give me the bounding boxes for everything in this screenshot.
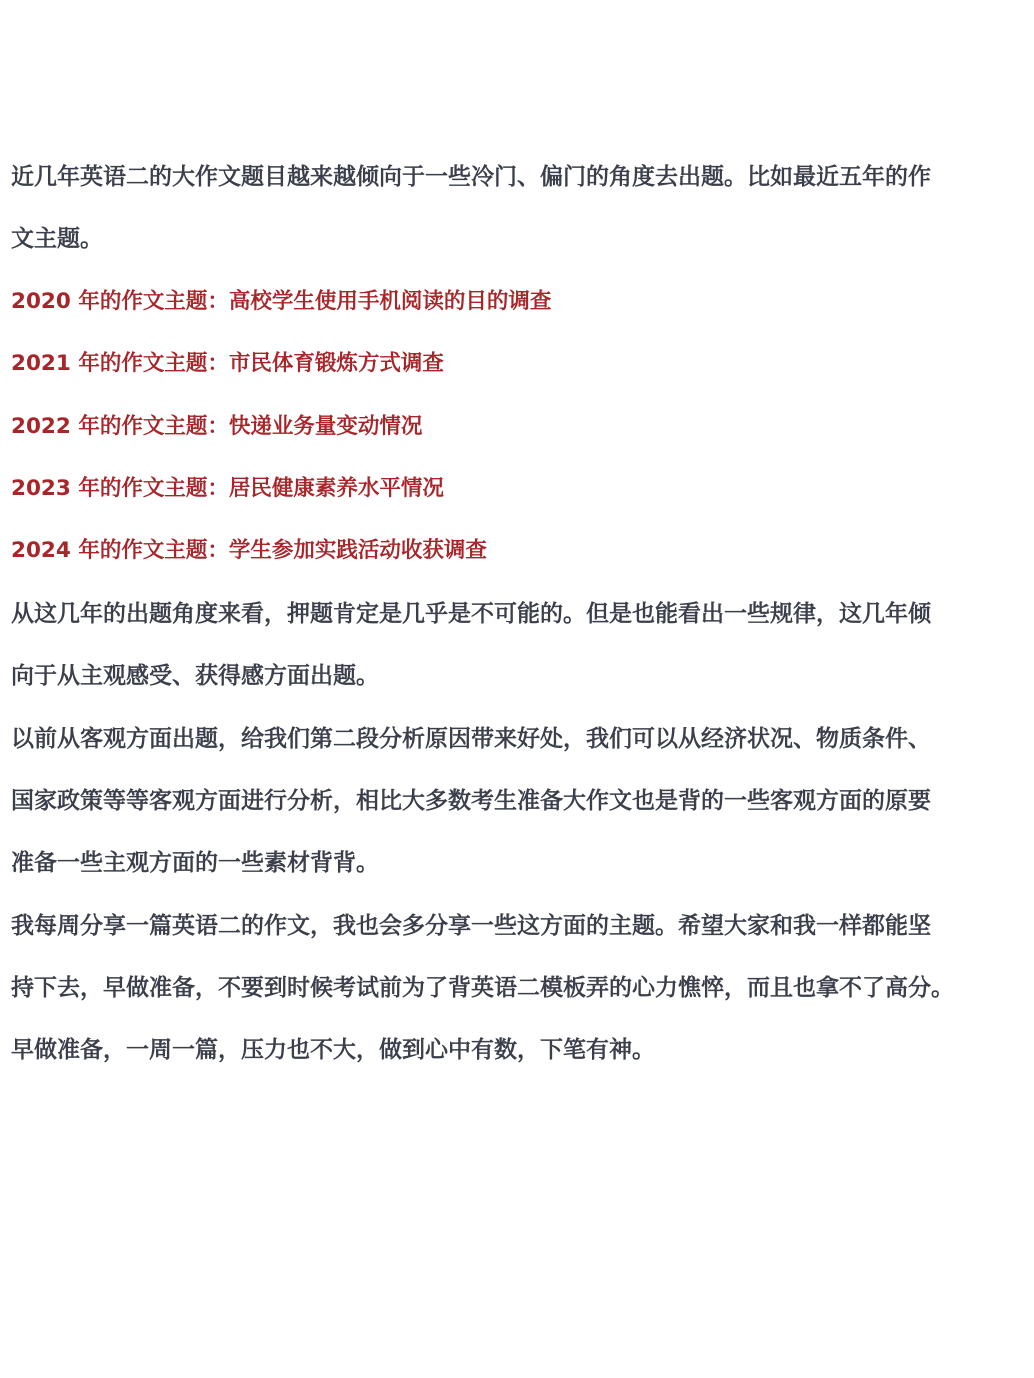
paragraph-3-line-1: 以前从客观方面出题，给我们第二段分析原因带来好处，我们可以从经济状况、物质条件、 bbox=[11, 725, 931, 752]
paragraph-4-line-2: 持下去，早做准备，不要到时候考试前为了背英语二模板弄的心力憔悴，而且也拿不了高分。 bbox=[11, 975, 954, 1002]
paragraph-4-line-1: 我每周分享一篇英语二的作文，我也会多分享一些这方面的主题。希望大家和我一样都能坚 bbox=[11, 912, 931, 939]
intro-line-2: 文主题。 bbox=[11, 226, 103, 253]
paragraph-2-line-2: 向于从主观感受、获得感方面出题。 bbox=[11, 663, 379, 690]
paragraph-4-line-3: 早做准备，一周一篇，压力也不大，做到心中有数，下笔有神。 bbox=[11, 1037, 655, 1064]
topic-2022: 2022 年的作文主题：快递业务量变动情况 bbox=[11, 413, 423, 439]
topic-2020: 2020 年的作文主题：高校学生使用手机阅读的目的调查 bbox=[11, 288, 552, 314]
paragraph-3-line-3: 准备一些主观方面的一些素材背背。 bbox=[11, 850, 379, 877]
topic-2023: 2023 年的作文主题：居民健康素养水平情况 bbox=[11, 475, 444, 501]
intro-line-1: 近几年英语二的大作文题目越来越倾向于一些冷门、偏门的角度去出题。比如最近五年的作 bbox=[11, 164, 931, 190]
document-body bbox=[11, 146, 1011, 1082]
paragraph-2-line-1: 从这几年的出题角度来看，押题肯定是几乎是不可能的。但是也能看出一些规律，这几年倾 bbox=[11, 600, 931, 627]
paragraph-3-line-2: 国家政策等等客观方面进行分析，相比大多数考生准备大作文也是背的一些客观方面的原要 bbox=[11, 787, 931, 814]
topic-2021: 2021 年的作文主题：市民体育锻炼方式调查 bbox=[11, 351, 444, 377]
topic-2024: 2024 年的作文主题：学生参加实践活动收获调查 bbox=[11, 538, 487, 564]
